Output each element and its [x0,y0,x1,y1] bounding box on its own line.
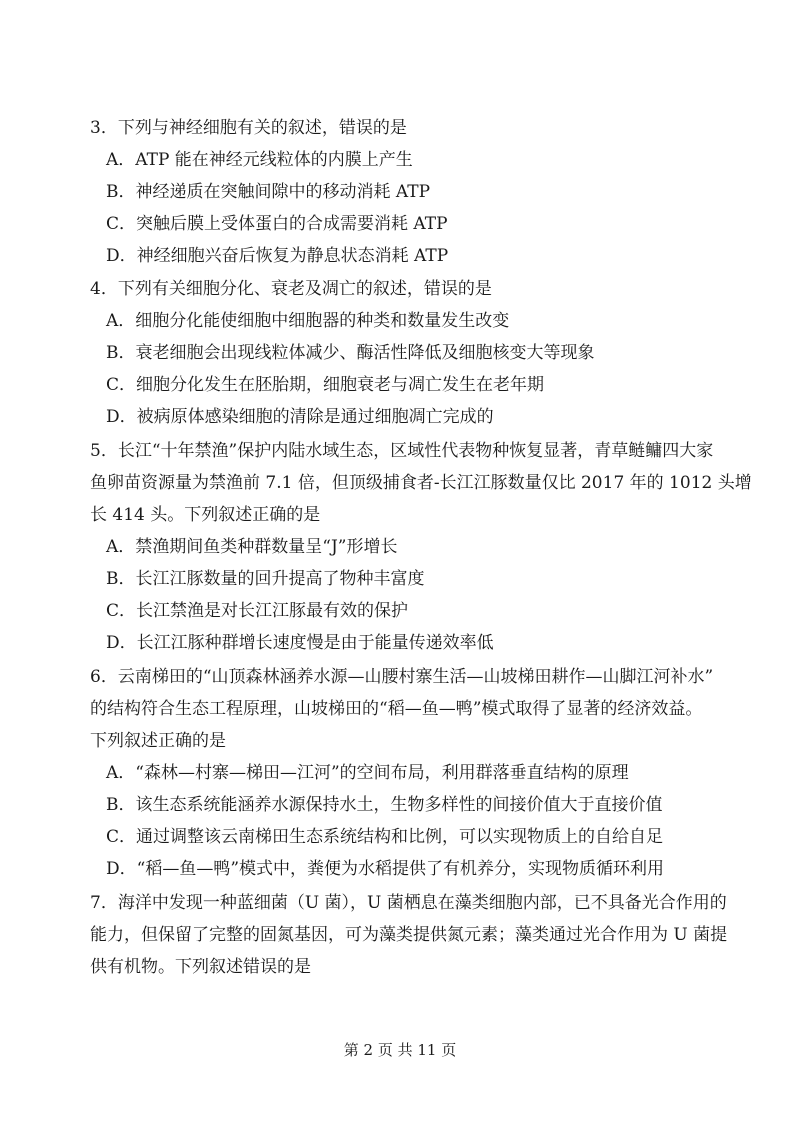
question-4-option-c: C．细胞分化发生在胚胎期，细胞衰老与凋亡发生在老年期 [106,375,545,395]
question-5-option-a: A．禁渔期间鱼类种群数量呈“J”形增长 [106,537,398,557]
question-3-option-a: A．ATP 能在神经元线粒体的内膜上产生 [106,150,413,170]
question-4-option-b: B．衰老细胞会出现线粒体减少、酶活性降低及细胞核变大等现象 [106,343,595,363]
question-4-option-a: A．细胞分化能使细胞中细胞器的种类和数量发生改变 [106,311,510,331]
page-number-footer: 第 2 页 共 11 页 [343,1041,457,1059]
question-6-option-a: A．“森林—村寨—梯田—江河”的空间布局，利用群落垂直结构的原理 [106,763,629,783]
question-7-stem-line-2: 能力，但保留了完整的固氮基因，可为藻类提供氮元素；藻类通过光合作用为 U 菌提 [90,925,728,945]
question-6-option-c: C．通过调整该云南梯田生态系统结构和比例，可以实现物质上的自给自足 [106,827,664,847]
question-5-stem-line-1: 5．长江“十年禁渔”保护内陆水域生态，区域性代表物种恢复显著，青草鲢鳙四大家 [90,441,714,461]
question-4-stem-line-1: 4．下列有关细胞分化、衰老及凋亡的叙述，错误的是 [90,279,492,299]
question-6-stem-line-3: 下列叙述正确的是 [90,731,226,751]
question-5-option-c: C．长江禁渔是对长江江豚最有效的保护 [106,601,409,621]
question-5-stem-line-2: 鱼卵苗资源量为禁渔前 7.1 倍，但顶级捕食者-长江江豚数量仅比 2017 年的 1012 头增 [90,473,752,493]
question-3-option-b: B．神经递质在突触间隙中的移动消耗 ATP [106,182,431,202]
question-6-option-d: D．“稻—鱼—鸭”模式中，粪便为水稻提供了有机养分，实现物质循环利用 [106,859,665,879]
question-5-option-b: B．长江江豚数量的回升提高了物种丰富度 [106,569,425,589]
question-5-stem-line-3: 长 414 头。下列叙述正确的是 [90,505,321,525]
question-3-option-c: C．突触后膜上受体蛋白的合成需要消耗 ATP [106,214,448,234]
question-6-option-b: B．该生态系统能涵养水源保持水土，生物多样性的间接价值大于直接价值 [106,795,663,815]
question-3-option-d: D．神经细胞兴奋后恢复为静息状态消耗 ATP [106,246,449,266]
question-6-stem-line-2: 的结构符合生态工程原理，山坡梯田的“稻—鱼—鸭”模式取得了显著的经济效益。 [90,699,703,719]
question-7-stem-line-3: 供有机物。下列叙述错误的是 [90,957,311,977]
question-6-stem-line-1: 6．云南梯田的“山顶森林涵养水源—山腰村寨生活—山坡梯田耕作—山脚江河补水” [90,667,714,687]
question-7-stem-line-1: 7．海洋中发现一种蓝细菌（U 菌），U 菌栖息在藻类细胞内部，已不具备光合作用的 [90,893,727,913]
question-3-stem-line-1: 3．下列与神经细胞有关的叙述，错误的是 [90,118,407,138]
question-4-option-d: D．被病原体感染细胞的清除是通过细胞凋亡完成的 [106,407,494,427]
question-5-option-d: D．长江江豚种群增长速度慢是由于能量传递效率低 [106,633,494,653]
